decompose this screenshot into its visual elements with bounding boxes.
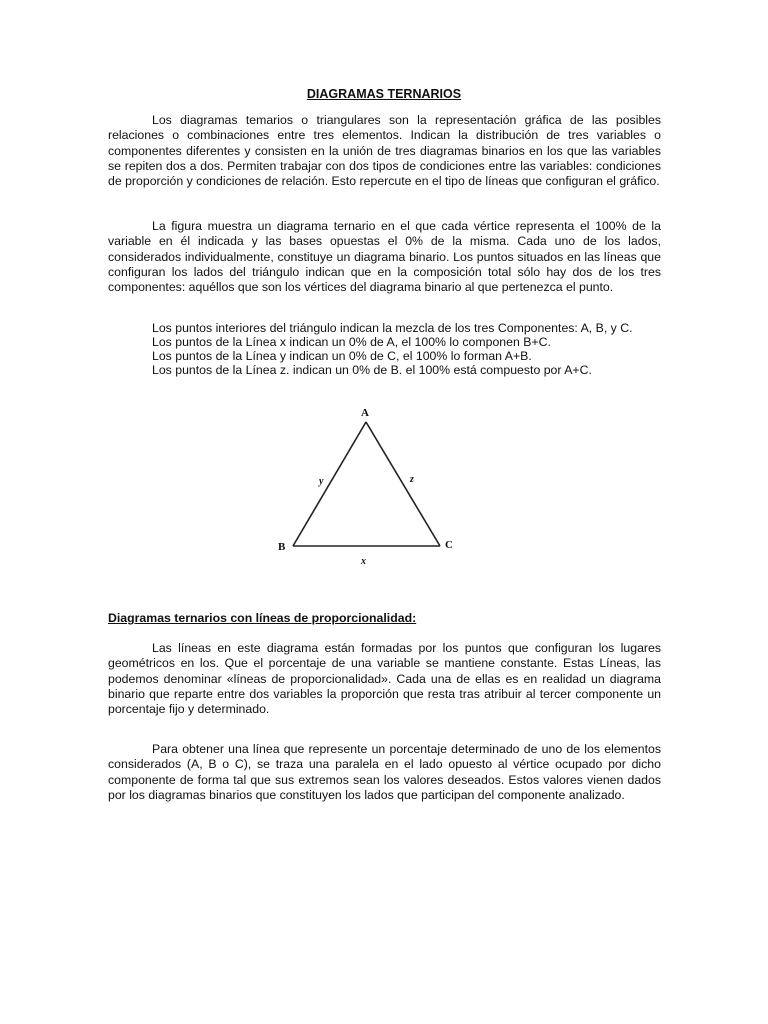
points-line-y: Los puntos de la Línea y indican un 0% de C, el 100% lo forman A+B. bbox=[152, 349, 532, 363]
ternary-triangle-figure bbox=[270, 398, 470, 573]
vertex-c-label: C bbox=[445, 539, 453, 551]
procedure-paragraph: Para obtener una línea que represente un porcentaje determinado de uno de los elementos considerados (A, B o C), se traza una paralela en el lado opuesto al vértice ocupado por dicho componente de forma tal que sus extremos sean los valores deseados. Estos valores vienen dados por los diagramas binarios que constituyen los lados que participan del componente analizado. bbox=[108, 742, 661, 802]
vertex-a-label: A bbox=[361, 407, 369, 419]
intro-paragraph: Los diagramas temarios o triangulares son la representación gráfica de las posibles relaciones o combinaciones entre tres elementos. Indican la distribución de tres variables o componentes diferentes y consisten en la unión de tres diagramas binarios en los que las variables se repiten dos a dos. Permiten trabajar con dos tipos de condiciones entre las variables: condiciones de proporción y condiciones de relación. Esto repercute en el tipo de líneas que configuran el gráfico. bbox=[108, 113, 661, 189]
points-line-z: Los puntos de la Línea z. indican un 0% de B. el 100% está compuesto por A+C. bbox=[152, 363, 592, 377]
points-line-interior: Los puntos interiores del triángulo indican la mezcla de los tres Componentes: A, B, y C. bbox=[152, 321, 633, 335]
vertex-b-label: B bbox=[278, 541, 286, 553]
proportionality-paragraph: Las líneas en este diagrama están formadas por los puntos que configuran los lugares geométricos en los. Que el porcentaje de una variable se mantiene constante. Estas Líneas, las podemos denominar «líneas de proporcionalidad». Cada una de ellas es en realidad un diagrama binario que reparte entre dos variables la proporción que resta tras atribuir al tercer componente un porcentaje fijo y determinado. bbox=[108, 641, 661, 717]
side-z-line bbox=[366, 422, 440, 546]
side-z-label: z bbox=[410, 474, 414, 485]
page-title: DIAGRAMAS TERNARIOS bbox=[306, 87, 462, 101]
side-y-line bbox=[293, 422, 366, 546]
side-y-label: y bbox=[319, 476, 324, 487]
figure-description-paragraph: La figura muestra un diagrama ternario en el que cada vértice representa el 100% de la variable en él indicada y las bases opuestas el 0% de la misma. Cada uno de los lados, considerados individualmente, constituye un diagrama binario. Los puntos situados en las líneas que configuran los lados del triángulo indican que en la composición total sólo hay dos de los tres componentes: aquéllos que son los vértices del diagrama binario al que pertenezca el punto. bbox=[108, 219, 661, 295]
side-x-label: x bbox=[361, 556, 366, 567]
section-subtitle: Diagramas ternarios con líneas de proporcionalidad: bbox=[108, 611, 417, 625]
points-line-x: Los puntos de la Línea x indican un 0% de A, el 100% lo componen B+C. bbox=[152, 335, 551, 349]
